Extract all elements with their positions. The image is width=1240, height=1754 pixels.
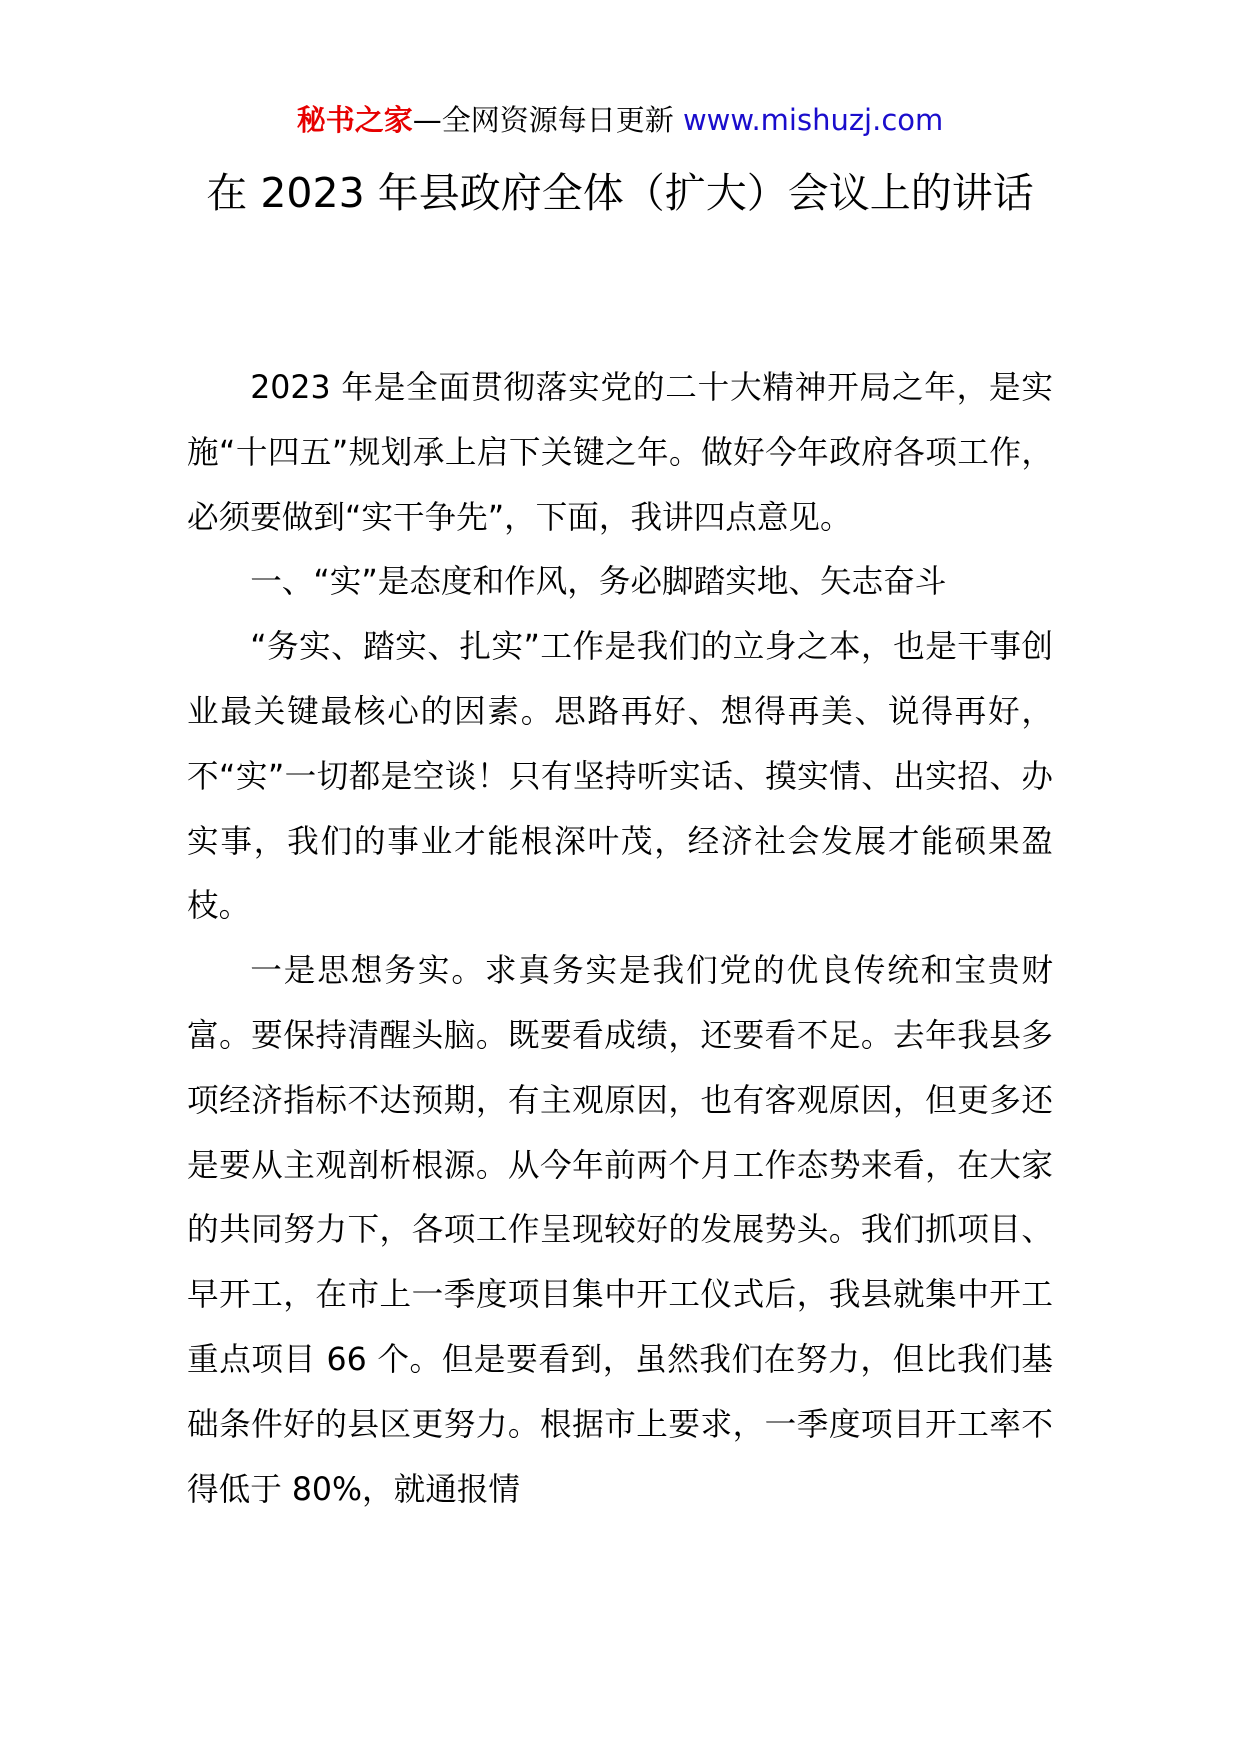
header-tagline: —全网资源每日更新 bbox=[412, 103, 683, 137]
document-body bbox=[187, 356, 1053, 1522]
body-paragraph: 一是思想务实。求真务实是我们党的优良传统和宝贵财富。要保持清醒头脑。既要看成绩，还要看不足。去年我县多项经济指标不达预期，有主观原因，也有客观原因，但更多还是要从主观剖析根源。从今年前两个月工作态势来看，在大家的共同努力下，各项工作呈现较好的发展势头。我们抓项目、早开工，在市上一季度项目集中开工仪式后，我县就集中开工重点项目 66 个。但是要看到，虽然我们在努力，但比我们基础条件好的县区更努力。根据市上要求，一季度项目开工率不得低于 80%，就通报情 bbox=[187, 953, 1053, 1508]
section-heading-1: 一、“实”是态度和作风，务必脚踏实地、矢志奋斗 bbox=[250, 564, 947, 601]
intro-paragraph: 2023 年是全面贯彻落实党的二十大精神开局之年，是实施“十四五”规划承上启下关键之年。做好今年政府各项工作，必须要做到“实干争先”，下面，我讲四点意见。 bbox=[187, 370, 1053, 536]
brand-name: 秘书之家 bbox=[296, 103, 413, 137]
body-paragraph: “务实、踏实、扎实”工作是我们的立身之本，也是干事创业最关键最核心的因素。思路再好、想得再美、说得再好，不“实”一切都是空谈！只有坚持听实话、摸实情、出实招、办实事，我们的事业才能根深叶茂，经济社会发展才能硕果盈枝。 bbox=[187, 629, 1053, 925]
site-header bbox=[0, 100, 1240, 140]
document-title: 在 2023 年县政府全体（扩大）会议上的讲话 bbox=[206, 169, 1034, 217]
site-url-link[interactable]: www.mishuzj.com bbox=[682, 103, 944, 137]
